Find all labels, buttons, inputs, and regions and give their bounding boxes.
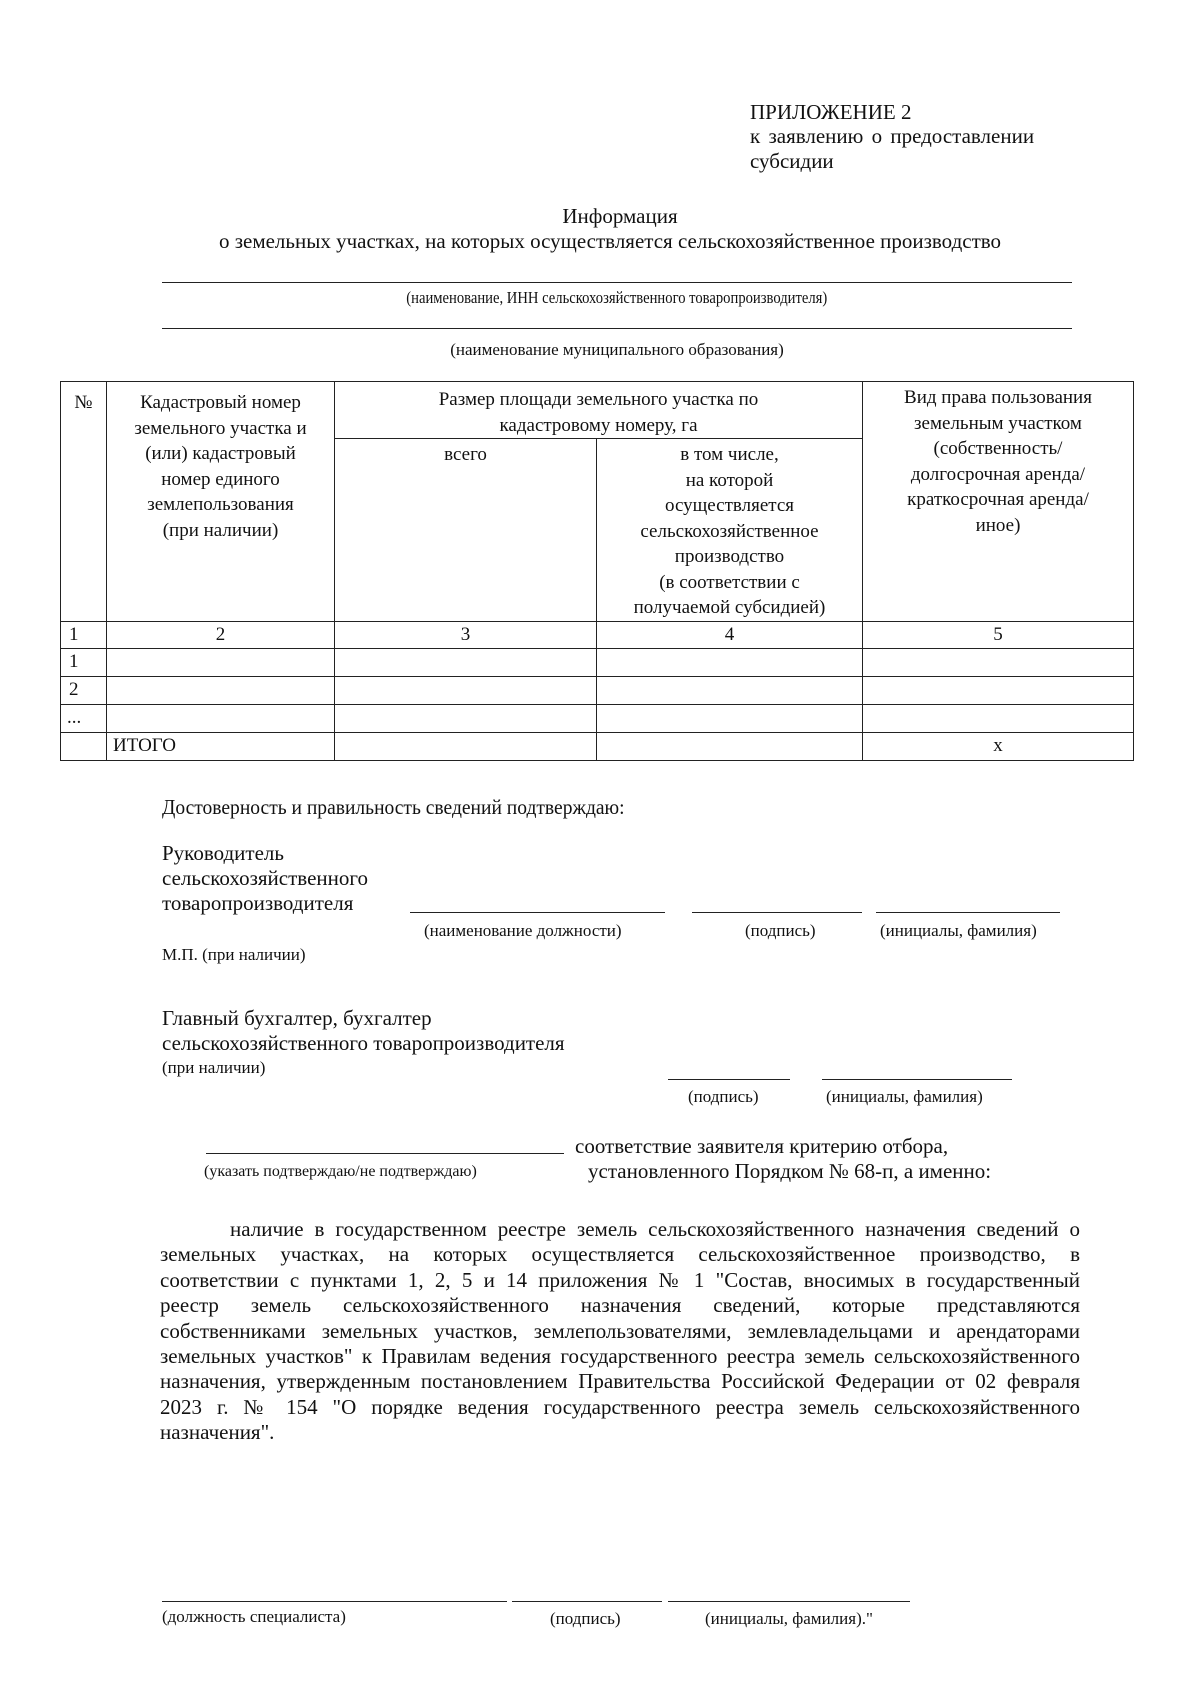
accountant-signature-line[interactable] bbox=[668, 1079, 790, 1080]
area-total-cell[interactable] bbox=[335, 704, 597, 732]
header-num: № bbox=[61, 382, 107, 622]
head-position-caption: (наименование должности) bbox=[424, 921, 622, 940]
total-label: ИТОГО bbox=[107, 732, 335, 760]
criteria-text-line1: соответствие заявителя критерию отбора, bbox=[575, 1134, 949, 1158]
specialist-position-line[interactable] bbox=[162, 1601, 507, 1602]
producer-caption: (наименование, ИНН сельскохозяйственного товаропроизводителя) bbox=[406, 288, 828, 307]
row-num: 1 bbox=[61, 648, 107, 676]
cadastral-cell[interactable] bbox=[107, 648, 335, 676]
area-agri-cell[interactable] bbox=[597, 648, 863, 676]
table-row bbox=[61, 648, 1134, 676]
accountant-title-line3: (при наличии) bbox=[162, 1058, 266, 1077]
land-plots-table bbox=[60, 381, 1134, 761]
total-area-cell[interactable] bbox=[335, 732, 597, 760]
accountant-title-line1: Главный бухгалтер, бухгалтер bbox=[162, 1006, 432, 1030]
head-title-line3: товаропроизводителя bbox=[162, 891, 354, 915]
specialist-name-caption: (инициалы, фамилия)." bbox=[705, 1609, 873, 1628]
specialist-signature-caption: (подпись) bbox=[550, 1609, 621, 1628]
right-type-cell[interactable] bbox=[863, 648, 1134, 676]
table-row bbox=[61, 704, 1134, 732]
specialist-signature-line[interactable] bbox=[512, 1601, 662, 1602]
head-title-line2: сельскохозяйственного bbox=[162, 866, 368, 890]
municipality-caption: (наименование муниципального образования) bbox=[450, 340, 784, 359]
appendix-subtitle-line1: к заявлению о предоставлении bbox=[750, 124, 1035, 148]
confirm-choice-caption: (указать подтверждаю/не подтверждаю) bbox=[204, 1163, 477, 1180]
column-numbers-row: 1 2 3 4 5 bbox=[61, 621, 1134, 648]
head-signature-line[interactable] bbox=[692, 912, 862, 913]
header-area-agri: в том числе, на которой осуществляется сельскохозяйственное производство (в соответствии с получаемой субсидией) bbox=[597, 439, 863, 622]
head-signature-caption: (подпись) bbox=[745, 921, 816, 940]
criteria-paragraph: наличие в государственном реестре земель сельскохозяйственного назначения сведений о земельных участках, на которых осуществляется сельскохозяйственное производство, в соответствии с пунктами 1, 2, 5 и 14 приложения № 1 "Состав, вносимых в государственный реестр земель сельскохозяйственного назначения сведений, которые представляются собственниками земельных участков, землепользователями, землевладельцами и арендаторами земельных участков" к Правилам ведения государственного реестра земель сельскохозяйственного назначения, утвержденным постановлением Правительства Российской Федерации от 02 февраля 2023 г. № 154 "О порядке ведения государственного реестра земель сельскохозяйственного назначения". bbox=[160, 1217, 1080, 1445]
appendix-subtitle-line2: субсидии bbox=[750, 149, 834, 173]
right-type-cell[interactable] bbox=[863, 704, 1134, 732]
head-name-line[interactable] bbox=[876, 912, 1060, 913]
area-total-cell[interactable] bbox=[335, 648, 597, 676]
cadastral-cell[interactable] bbox=[107, 704, 335, 732]
total-row bbox=[61, 732, 1134, 760]
header-right-type: Вид права пользования земельным участком (собственность/ долгосрочная аренда/ краткосрочная аренда/ иное) bbox=[863, 382, 1134, 622]
total-num bbox=[61, 732, 107, 760]
confirmation-statement: Достоверность и правильность сведений подтверждаю: bbox=[162, 795, 625, 819]
right-type-cell[interactable] bbox=[863, 676, 1134, 704]
specialist-position-caption: (должность специалиста) bbox=[162, 1607, 346, 1626]
criteria-text-line2: установленного Порядком № 68-п, а именно: bbox=[588, 1159, 992, 1183]
table-row bbox=[61, 676, 1134, 704]
accountant-name-caption: (инициалы, фамилия) bbox=[826, 1087, 983, 1106]
area-agri-cell[interactable] bbox=[597, 704, 863, 732]
producer-input-line[interactable] bbox=[162, 282, 1072, 283]
header-cadastral: Кадастровый номер земельного участка и (или) кадастровый номер единого землепользования (при наличии) bbox=[107, 382, 335, 622]
total-area-agri-cell[interactable] bbox=[597, 732, 863, 760]
stamp-note: М.П. (при наличии) bbox=[162, 945, 306, 964]
header-area-total: всего bbox=[335, 439, 597, 622]
head-name-caption: (инициалы, фамилия) bbox=[880, 921, 1037, 940]
confirm-choice-line[interactable] bbox=[206, 1153, 564, 1154]
document-title: Информация bbox=[562, 204, 678, 228]
accountant-signature-caption: (подпись) bbox=[688, 1087, 759, 1106]
specialist-name-line[interactable] bbox=[668, 1601, 910, 1602]
document-subtitle: о земельных участках, на которых осуществляется сельскохозяйственное производство bbox=[218, 229, 1002, 253]
accountant-title-line2: сельскохозяйственного товаропроизводителя bbox=[162, 1031, 565, 1055]
municipality-input-line[interactable] bbox=[162, 328, 1072, 329]
area-total-cell[interactable] bbox=[335, 676, 597, 704]
row-num: 2 bbox=[61, 676, 107, 704]
head-title-line1: Руководитель bbox=[162, 841, 284, 865]
header-area-group: Размер площади земельного участка по кадастровому номеру, га bbox=[335, 382, 863, 439]
cadastral-cell[interactable] bbox=[107, 676, 335, 704]
row-num: ... bbox=[61, 704, 107, 732]
total-right-type: x bbox=[863, 732, 1134, 760]
head-position-line[interactable] bbox=[410, 912, 665, 913]
accountant-name-line[interactable] bbox=[822, 1079, 1012, 1080]
area-agri-cell[interactable] bbox=[597, 676, 863, 704]
appendix-title: ПРИЛОЖЕНИЕ 2 bbox=[750, 100, 912, 124]
